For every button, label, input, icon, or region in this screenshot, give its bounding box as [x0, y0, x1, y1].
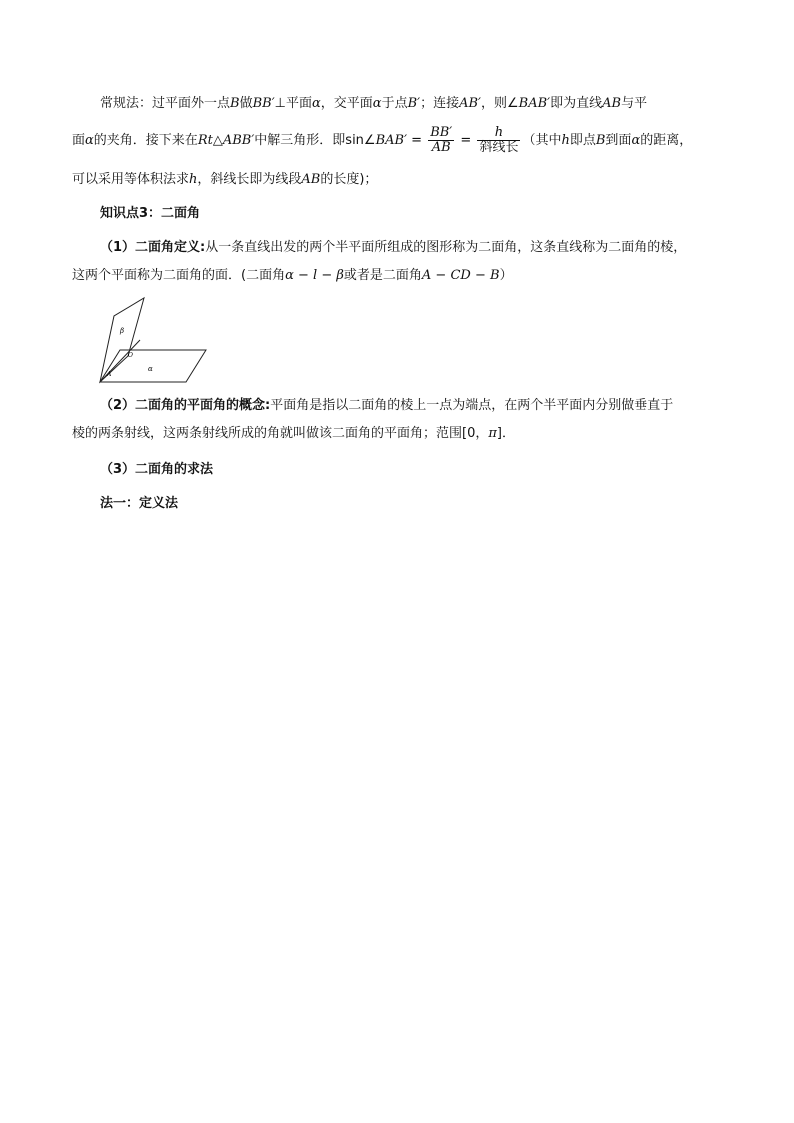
math: B [595, 133, 606, 148]
math: AB [602, 96, 622, 111]
math: − [293, 268, 314, 283]
paragraph-line [100, 94, 647, 114]
math: AB′ [459, 96, 482, 111]
math: α [311, 96, 321, 111]
text: 到面 [605, 133, 632, 148]
definition-label: （1）二面角定义: [100, 240, 206, 255]
math: Rt [197, 133, 213, 148]
math: A [421, 268, 432, 283]
math: BAB′ [375, 133, 408, 148]
math: α [285, 268, 294, 283]
text: 即为直线 [550, 96, 603, 111]
math: α [631, 133, 641, 148]
math: = [456, 133, 476, 148]
fraction-numerator: h [477, 126, 520, 141]
plane-angle-line [100, 396, 673, 416]
text: ，则∠ [481, 96, 519, 111]
math: π [488, 426, 497, 441]
math: BB′ [252, 96, 275, 111]
label-a: A [107, 371, 112, 378]
fraction-numerator: BB′ [430, 125, 453, 140]
plane-beta [100, 298, 144, 382]
label-alpha: α [148, 365, 153, 373]
text: 即点 [569, 133, 596, 148]
math: ABB′ [222, 133, 255, 148]
dihedral-angle-figure [98, 296, 210, 386]
math: AB [301, 172, 321, 187]
section-heading: 知识点3：二面角 [100, 206, 201, 221]
math: β [336, 268, 344, 283]
text: 的夹角．接下来在 [93, 133, 198, 148]
fraction-h-over-slant [477, 126, 520, 155]
section-heading: 法一：定义法 [100, 496, 179, 511]
text: 这两个平面称为二面角的面．(二面角 [72, 268, 286, 283]
paragraph-line [72, 170, 377, 190]
text: 于点 [381, 96, 408, 111]
math: B [230, 96, 240, 111]
text: ；连接 [420, 96, 460, 111]
text: ，斜线长即为线段 [197, 172, 302, 187]
text: 面 [72, 133, 86, 148]
math: h [189, 172, 198, 187]
plane-angle-label: （2）二面角的平面角的概念: [100, 398, 271, 413]
math: l [313, 268, 318, 283]
math: CD [450, 268, 471, 283]
fraction-denominator: AB [431, 140, 451, 155]
math: B′ [407, 96, 421, 111]
math: − [431, 268, 451, 283]
definition-line [72, 266, 513, 286]
text: △ [212, 133, 223, 148]
fraction-bb-over-ab [428, 126, 454, 155]
math: BAB′ [518, 96, 551, 111]
text: 做 [239, 96, 253, 111]
text: 从一条直线出发的两个半平面所组成的图形称为二面角，这条直线称为二面角的棱， [205, 240, 687, 255]
math: − [317, 268, 337, 283]
text: 平面角是指以二面角的棱上一点为端点，在两个半平面内分别做垂直于 [270, 398, 674, 413]
text: （其中 [522, 133, 562, 148]
section-heading: （3）二面角的求法 [100, 462, 214, 477]
text: 或者是二面角 [343, 268, 422, 283]
math: [0， [462, 426, 489, 441]
plane-angle-line [72, 424, 515, 444]
edge-line [100, 340, 140, 382]
definition-line [100, 238, 686, 258]
text: 可以采用等体积法求 [72, 172, 190, 187]
math: ]． [496, 426, 515, 441]
text: 中解三角形．即 [254, 133, 346, 148]
text: 常规法：过平面外一点 [100, 96, 231, 111]
math: B [490, 268, 500, 283]
text: 与平 [621, 96, 648, 111]
paragraph-line [72, 124, 692, 158]
math: α [372, 96, 382, 111]
math: = [407, 133, 427, 148]
math: − [470, 268, 491, 283]
fraction-denominator: 斜线长 [479, 140, 519, 155]
math: sin∠ [345, 133, 376, 148]
math: α [85, 133, 94, 148]
text: 的距离， [640, 133, 693, 148]
text: 的长度)； [320, 172, 378, 187]
label-o: O [128, 352, 133, 359]
text: ，交平面 [320, 96, 373, 111]
label-beta: β [120, 327, 125, 335]
text: 棱的两条射线，这两条射线所成的角就叫做该二面角的平面角；范围 [72, 426, 463, 441]
math: h [561, 133, 570, 148]
text: ） [499, 268, 513, 283]
text: ⊥平面 [274, 96, 312, 111]
